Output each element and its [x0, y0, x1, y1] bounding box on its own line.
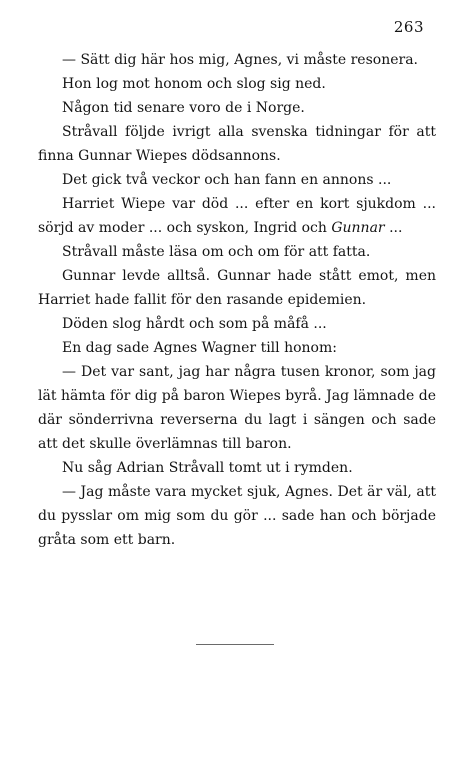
- paragraph: Det gick två veckor och han fann en annons ...: [62, 172, 392, 188]
- paragraph-text: Harriet Wiepe var död ... efter en kort sjukdom ... sörjd av moder ... och syskon, Ingrid och: [38, 196, 436, 236]
- paragraph: Nu såg Adrian Stråvall tomt ut i rymden.: [62, 460, 353, 476]
- paragraph: Någon tid senare voro de i Norge.: [62, 100, 305, 116]
- paragraph: Stråvall måste läsa om och om för att fatta.: [62, 244, 371, 260]
- paragraph: Stråvall följde ivrigt alla svenska tidningar för att finna Gunnar Wiepes dödsannons.: [38, 124, 436, 164]
- paragraph: — Det var sant, jag har några tusen kronor, som jag lät hämta för dig på baron Wiepes byrå. Jag lämnade de där sönderrivna reverserna du lagt i sängen och sade att det skulle överlämnas till baron.: [38, 364, 436, 452]
- paragraph: Hon log mot honom och slog sig ned.: [62, 76, 326, 92]
- paragraph: — Jag måste vara mycket sjuk, Agnes. Det är väl, att du pysslar om mig som du gör ... sade han och började gråta som ett barn.: [38, 484, 436, 548]
- body-text: [38, 48, 436, 552]
- paragraph: Gunnar levde alltså. Gunnar hade stått emot, men Harriet hade fallit för den rasande epidemien.: [38, 268, 436, 308]
- paragraph: En dag sade Agnes Wagner till honom:: [62, 340, 337, 356]
- page-number: 263: [393, 18, 424, 36]
- paragraph: [38, 192, 436, 240]
- section-end-rule: [196, 644, 274, 645]
- paragraph: — Sätt dig här hos mig, Agnes, vi måste resonera.: [62, 52, 418, 68]
- paragraph-tail: ...: [384, 220, 403, 236]
- paragraph: Döden slog hårdt och som på måfå ...: [62, 316, 327, 332]
- italic-name: Gunnar: [331, 220, 385, 236]
